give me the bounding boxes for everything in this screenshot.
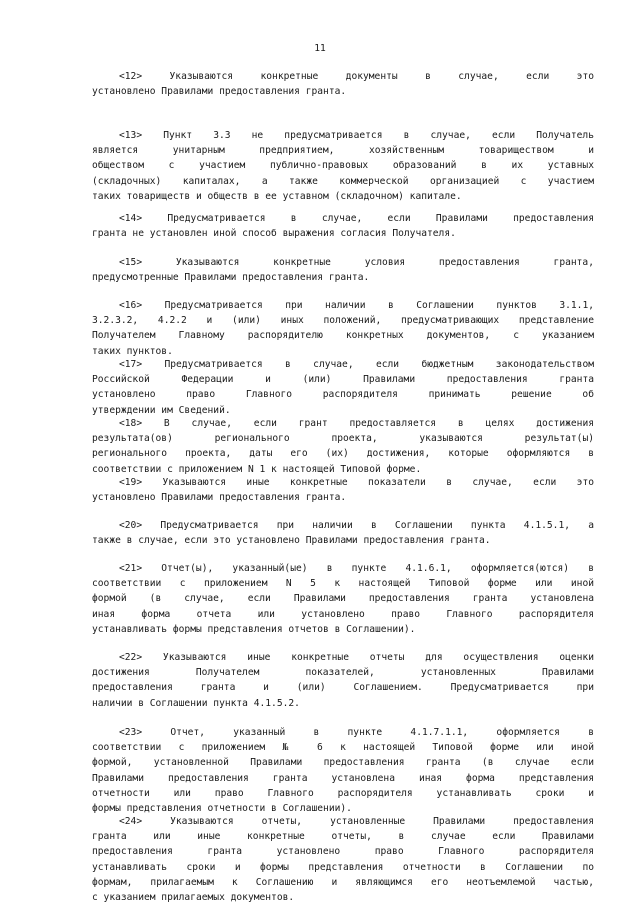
footnote-line: <13> Пункт 3.3 не предусматривается в случае, если Получатель [119, 130, 594, 141]
footnote-line: наличии в Соглашении пункта 4.1.5.2. [92, 697, 300, 709]
footnote-line: соответствии с приложением N 1 к настоящей Типовой форме. [92, 463, 422, 475]
footnote-line: (складочных) капиталах, а также коммерческой организацией с участием [92, 175, 594, 187]
footnote-line: <17> Предусматривается в случае, если бюджетным законодательством [119, 359, 594, 370]
footnote-paragraph [92, 298, 594, 359]
footnote-line: также в случае, если это установлено Правилами предоставления гранта. [92, 535, 491, 547]
footnote-line: 3.2.3.2, 4.2.2 и (или) иных положений, предусматривающих представление [92, 315, 594, 327]
footnote-line: <23> Отчет, указанный в пункте 4.1.7.1.1, оформляется в [119, 727, 594, 738]
footnote-line: предоставления гранта и (или) Соглашением. Предусматривается при [92, 682, 594, 694]
footnote-line: с указанием прилагаемых документов. [92, 892, 295, 904]
footnote-line: соответствии с приложением N 5 к настоящей Типовой форме или иной [92, 578, 594, 590]
footnote-line: формой (в случае, если Правилами предоставления гранта установлена [92, 593, 594, 605]
footnote-line: иная форма отчета или установлено право Главного распорядителя [92, 608, 594, 620]
footnote-line: результата(ов) регионального проекта, указываются результат(ы) [92, 433, 594, 445]
footnote-line: обществом с участием публично-правовых образований в их уставных [92, 160, 594, 172]
footnote-paragraph [92, 650, 594, 711]
footnote-paragraph [92, 725, 594, 816]
footnote-paragraph [92, 255, 594, 285]
footnote-line: <18> В случае, если грант предоставляется в целях достижения [119, 418, 594, 429]
footnote-line: таких товариществ и обществ в ее уставном (складочном) капитале. [92, 190, 462, 202]
footnote-paragraph [92, 128, 594, 204]
footnote-line: соответствии с приложением № 6 к настоящей Типовой форме или иной [92, 742, 594, 754]
footnote-paragraph [92, 814, 594, 905]
footnote-line: Российской Федерации и (или) Правилами предоставления гранта [92, 374, 594, 386]
footnote-line: <15> Указываются конкретные условия предоставления гранта, [119, 257, 594, 268]
footnote-line: регионального проекта, даты его (их) достижения, которые оформляются в [92, 448, 594, 460]
footnote-line: устанавливать сроки и формы представления отчетности в Соглашении по [92, 861, 594, 873]
footnote-line: установлено право Главного распорядителя принимать решение об [92, 389, 594, 401]
footnote-line: <14> Предусматривается в случае, если Правилами предоставления [119, 213, 594, 224]
footnote-line: достижения Получателем показателей, установленных Правилами [92, 667, 594, 679]
footnote-line: <22> Указываются иные конкретные отчеты для осуществления оценки [119, 652, 594, 663]
footnote-line: формам, прилагаемым к Соглашению и являющимся его неотъемлемой частью, [92, 876, 594, 888]
footnote-line: <21> Отчет(ы), указанный(ые) в пункте 4.1.6.1, оформляется(ются) в [119, 563, 594, 574]
footnote-line: Получателем Главному распорядителю конкретных документов, с указанием [92, 330, 594, 342]
footnote-line: установлено Правилами предоставления гранта. [92, 86, 347, 98]
footnote-line: является унитарным предприятием, хозяйственным товариществом и [92, 145, 594, 157]
footnote-line: отчетности или право Главного распорядителя устанавливать сроки и [92, 787, 594, 799]
page-number: 11 [314, 43, 326, 54]
footnote-line: формой, установленной Правилами предоставления гранта (в случае если [92, 757, 594, 769]
footnote-line: устанавливать формы представления отчетов в Соглашении). [92, 623, 416, 635]
footnote-paragraph [92, 561, 594, 637]
footnote-line: предусмотренные Правилами предоставления гранта. [92, 272, 370, 284]
footnote-paragraph [92, 69, 594, 99]
footnote-line: гранта не установлен иной способ выражения согласия Получателя. [92, 228, 456, 240]
footnote-line: таких пунктов. [92, 345, 173, 357]
footnote-paragraph [92, 475, 594, 505]
footnote-line: <16> Предусматривается при наличии в Соглашении пунктов 3.1.1, [119, 300, 594, 311]
footnote-line: установлено Правилами предоставления гранта. [92, 492, 347, 504]
footnote-line: формы представления отчетности в Соглашении). [92, 803, 352, 815]
footnote-line: утверждении им Сведений. [92, 404, 231, 416]
footnote-line: предоставления гранта установлено право Главного распорядителя [92, 846, 594, 858]
footnote-line: Правилами предоставления гранта установлена иная форма представления [92, 772, 594, 784]
footnote-line: <19> Указываются иные конкретные показатели в случае, если это [119, 477, 594, 488]
footnote-paragraph [92, 357, 594, 418]
footnote-line: гранта или иные конкретные отчеты, в случае если Правилами [92, 831, 594, 843]
footnote-line: <24> Указываются отчеты, установленные Правилами предоставления [119, 816, 594, 827]
footnote-line: <12> Указываются конкретные документы в случае, если это [119, 71, 594, 82]
footnote-line: <20> Предусматривается при наличии в Соглашении пункта 4.1.5.1, а [119, 520, 594, 531]
footnote-paragraph [92, 211, 594, 241]
footnote-paragraph [92, 518, 594, 548]
footnote-paragraph [92, 416, 594, 477]
